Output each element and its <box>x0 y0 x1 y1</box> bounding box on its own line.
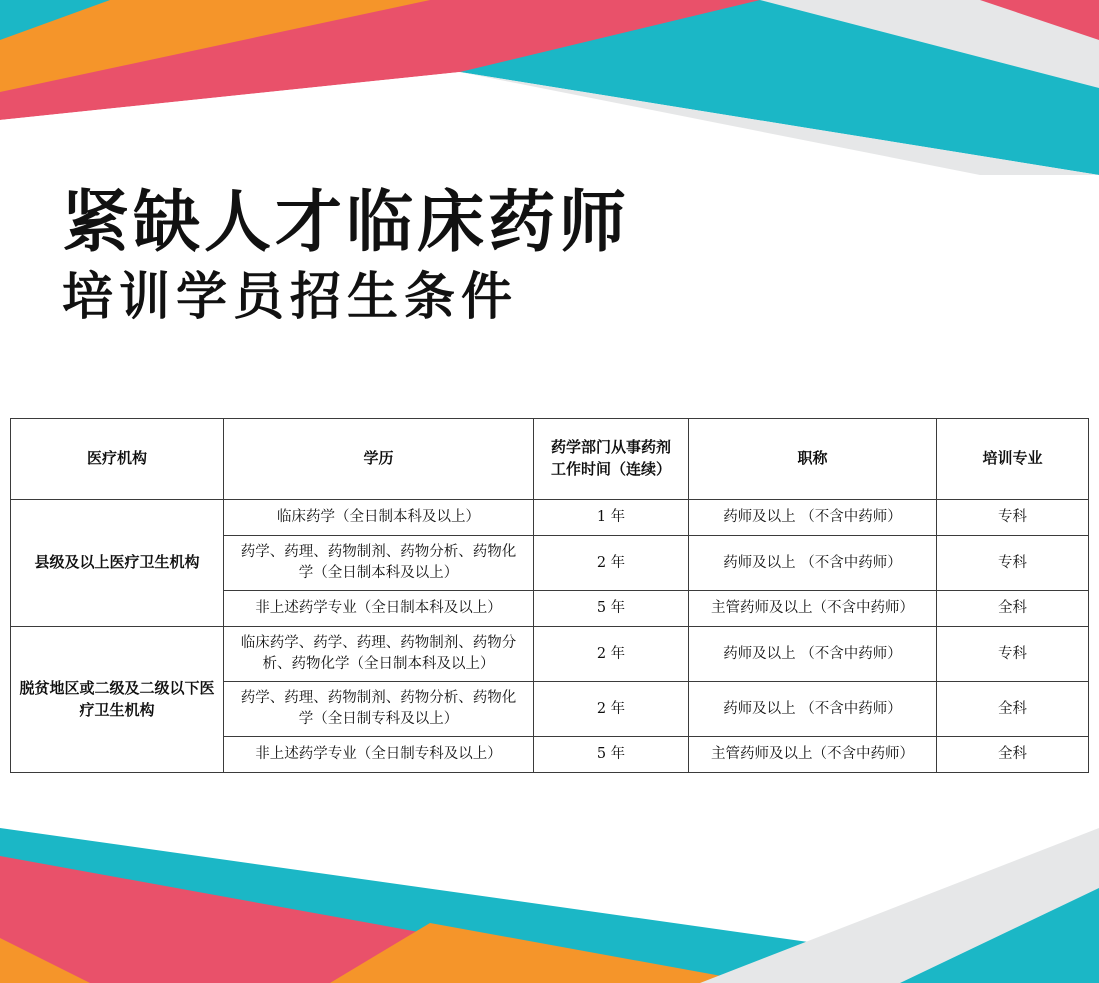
table-header <box>11 419 1089 500</box>
cell-training-major: 专科 <box>937 627 1089 682</box>
poster-title-block <box>62 185 762 330</box>
bottom-decoration-graphic <box>0 828 1099 983</box>
top-decoration-banner <box>0 0 1099 175</box>
cell-training-major: 专科 <box>937 500 1089 536</box>
admission-conditions-table <box>10 418 1089 773</box>
cell-education: 临床药学（全日制本科及以上） <box>224 500 534 536</box>
table-row <box>11 500 1089 536</box>
column-header-work-years-line2: 工作时间（连续） <box>550 460 671 478</box>
cell-training-major: 全科 <box>937 682 1089 737</box>
cell-work-years: 5 年 <box>534 737 689 773</box>
column-header-work-years-line1: 药学部门从事药剂 <box>550 438 671 457</box>
cell-professional-title: 药师及以上 （不含中药师） <box>689 500 937 536</box>
page-title: 紧缺人才临床药师 <box>62 183 630 261</box>
cell-professional-title: 主管药师及以上（不含中药师） <box>689 737 937 773</box>
admission-conditions-table-wrapper <box>10 418 1088 773</box>
table-row <box>11 627 1089 682</box>
cell-work-years: 2 年 <box>534 682 689 737</box>
cell-education: 非上述药学专业（全日制本科及以上） <box>224 591 534 627</box>
cell-education: 药学、药理、药物制剂、药物分析、药物化学（全日制本科及以上） <box>224 536 534 591</box>
cell-work-years: 2 年 <box>534 627 689 682</box>
cell-professional-title: 药师及以上 （不含中药师） <box>689 627 937 682</box>
cell-organization: 县级及以上医疗卫生机构 <box>11 500 224 627</box>
column-header-education: 学历 <box>224 419 534 500</box>
cell-professional-title: 药师及以上 （不含中药师） <box>689 536 937 591</box>
cell-organization: 脱贫地区或二级及二级以下医疗卫生机构 <box>11 627 224 773</box>
bottom-decoration-banner <box>0 828 1099 983</box>
cell-education: 非上述药学专业（全日制专科及以上） <box>224 737 534 773</box>
cell-education: 药学、药理、药物制剂、药物分析、药物化学（全日制专科及以上） <box>224 682 534 737</box>
cell-education: 临床药学、药学、药理、药物制剂、药物分析、药物化学（全日制本科及以上） <box>224 627 534 682</box>
column-header-training-major: 培训专业 <box>937 419 1089 500</box>
column-header-professional-title: 职称 <box>689 419 937 500</box>
page-subtitle: 培训学员招生条件 <box>62 268 519 328</box>
table-header-row <box>11 419 1089 500</box>
cell-professional-title: 主管药师及以上（不含中药师） <box>689 591 937 627</box>
cell-professional-title: 药师及以上 （不含中药师） <box>689 682 937 737</box>
table-body <box>11 500 1089 773</box>
column-header-organization: 医疗机构 <box>11 419 224 500</box>
cell-training-major: 全科 <box>937 737 1089 773</box>
cell-work-years: 5 年 <box>534 591 689 627</box>
cell-work-years: 1 年 <box>534 500 689 536</box>
column-header-work-years <box>534 419 689 500</box>
top-decoration-graphic <box>0 0 1099 175</box>
cell-work-years: 2 年 <box>534 536 689 591</box>
cell-training-major: 全科 <box>937 591 1089 627</box>
cell-training-major: 专科 <box>937 536 1089 591</box>
